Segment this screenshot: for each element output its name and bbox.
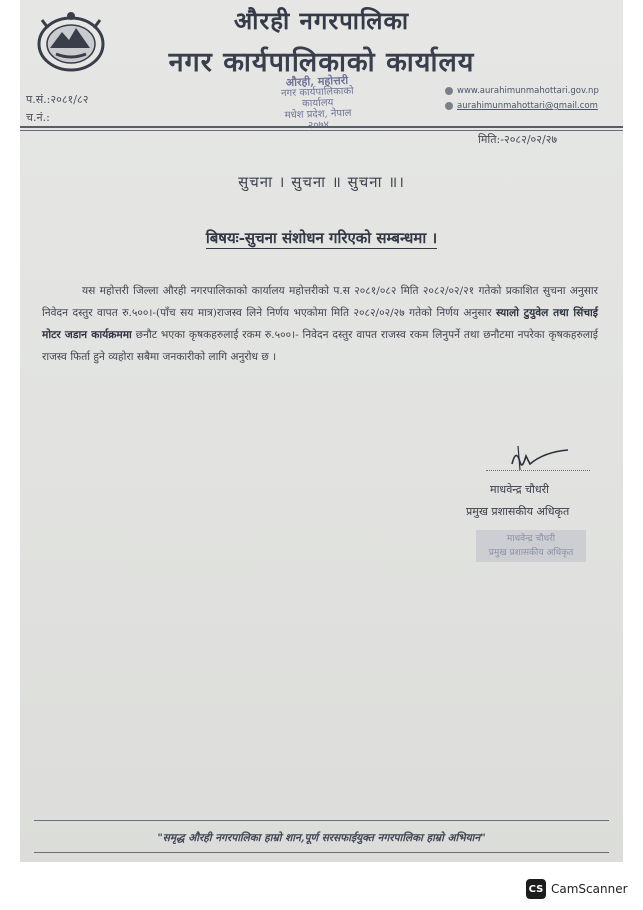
footer-slogan: "समृद्ध औरही नगरपालिका हाम्रो शान,पूर्ण सरसफाईयुक्त नगरपालिका हाम्रो अभियान" — [157, 832, 486, 844]
website-contact[interactable] — [445, 86, 599, 96]
footer-divider-bottom — [34, 852, 609, 853]
signatory-designation: प्रमुख प्रशासकीय अधिकृत — [466, 505, 570, 518]
signature-line — [486, 470, 590, 471]
subject-line — [20, 228, 623, 248]
officer-stamp — [476, 530, 586, 562]
body-text-part1: यस महोत्तरी जिल्ला औरही नगरपालिकाको कार्यालय महोत्तरीको प.स २०८१/०८२ मिति २०८२/०२/२१ गतेको प्रकाशित सुचना अनुसार निवेदन दस्तुर वापत रु.५००।-(पाँच सय मात्र)राजस्व लिने निर्णय भएकोमा मिति २०८२/०२/२७ गतेको निर्णय अनुसार — [42, 285, 598, 319]
email-contact[interactable] — [445, 101, 598, 111]
officer-stamp-line1: माधवेन्द्र चौधरी — [506, 534, 556, 544]
municipality-title: औरही नगरपालिका — [233, 6, 410, 35]
office-stamp-line4: २०७४ — [307, 119, 330, 132]
header-divider — [20, 126, 623, 128]
camscanner-label: CamScanner — [551, 882, 628, 896]
header-divider-thin — [20, 130, 623, 131]
office-stamp-line3: मधेश प्रदेश, नेपाल — [284, 107, 352, 122]
body-text-highlight: स्यालो टुयुवेल तथा सिंचाई मोटर जडान कार्यक्रममा — [42, 307, 598, 341]
camscanner-logo-icon: CS — [526, 879, 546, 899]
camscanner-watermark — [526, 879, 628, 899]
website-link[interactable]: www.aurahimunmahottari.gov.np — [457, 86, 599, 96]
footer-divider-top — [34, 820, 609, 821]
office-stamp — [267, 74, 369, 149]
mail-icon — [445, 102, 453, 110]
globe-icon — [445, 87, 453, 95]
office-stamp-line1: औरही, महोत्तरी — [285, 73, 349, 90]
notice-heading: सुचना । सुचना ॥ सुचना ॥। — [238, 173, 405, 191]
letter-date: मिति:-२०८२/०२/२७ — [478, 133, 558, 146]
dispatch-number: च.नं.: — [26, 111, 50, 124]
letter-page — [20, 0, 623, 862]
body-text-part2: छनौट भएका कृषकहरुलाई रकम रु.५००।- निवेदन दस्तुर वापत राजस्व रकम लिनुपर्ने तथा छनौटमा नपरेका कृषकहरुलाई राजस्व फिर्ता हुने व्यहोरा सबैमा जनकारीको लागि अनुरोध छ । — [42, 329, 598, 363]
reference-number: प.सं.:२०८१/८२ — [26, 93, 89, 106]
email-link[interactable]: aurahimunmahottari@gmail.com — [457, 101, 598, 111]
letter-body — [42, 280, 598, 368]
officer-stamp-line2: प्रमुख प्रशासकीय अधिकृत — [488, 548, 574, 558]
signatory-name: माधवेन्द्र चौधरी — [490, 483, 549, 496]
office-stamp-line2: नगर कार्यपालिकाको कार्यालय — [280, 85, 354, 110]
subject-text: बिषयः-सुचना संशोधन गरिएको सम्बन्धमा । — [205, 229, 438, 247]
office-title: नगर कार्यपालिकाको कार्यालय — [168, 47, 475, 78]
